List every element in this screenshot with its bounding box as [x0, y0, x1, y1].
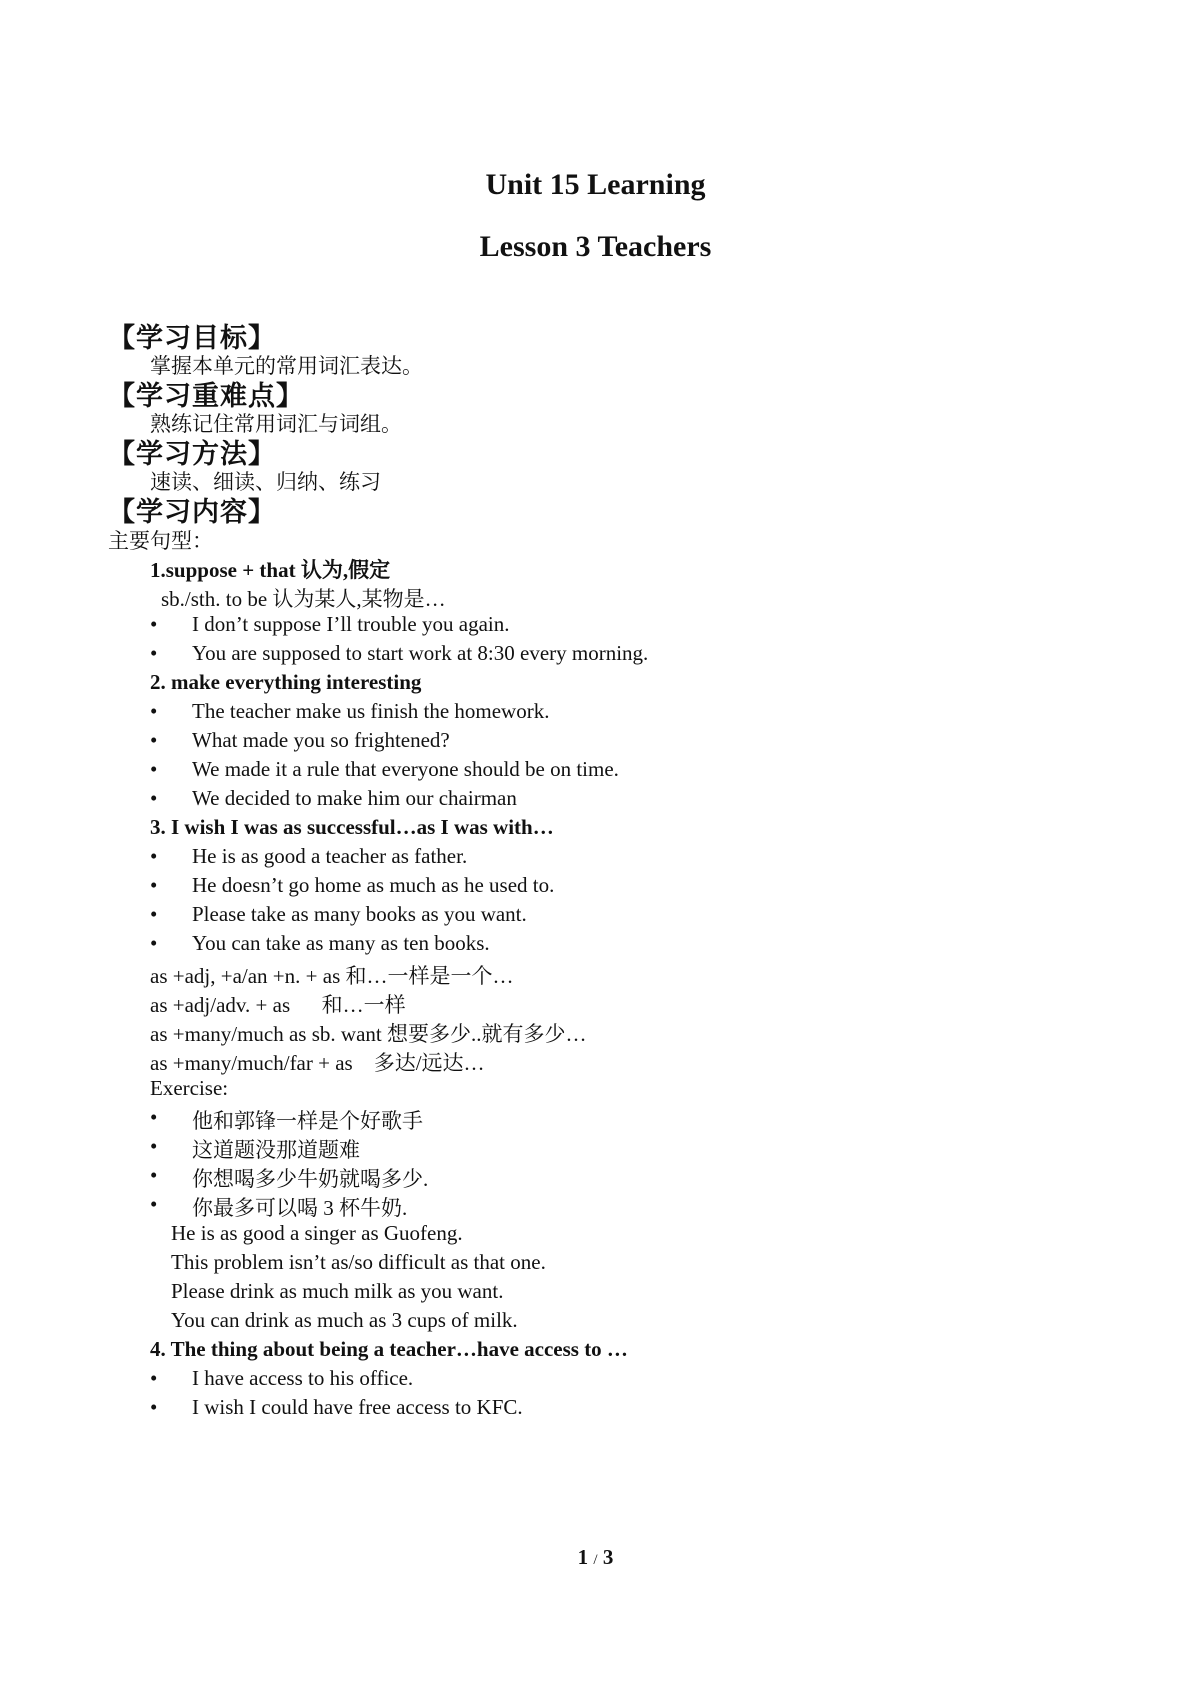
section-text-goals: 掌握本单元的常用词汇表达。 — [150, 354, 423, 378]
page-current: 1 — [577, 1545, 589, 1569]
bullet-dot: • — [150, 873, 158, 897]
bullet-dot: • — [150, 844, 158, 868]
list-item: I have access to his office. — [192, 1366, 414, 1390]
list-item: Please take as many books as you want. — [192, 902, 527, 926]
section-heading-key-points: 【学习重难点】 — [108, 381, 304, 412]
point-2-title: 2. make everything interesting — [150, 670, 422, 694]
section-heading-goals: 【学习目标】 — [108, 323, 276, 354]
bullet-dot: • — [150, 931, 158, 955]
bullet-dot: • — [150, 612, 158, 636]
list-item: The teacher make us finish the homework. — [192, 699, 550, 723]
section-text-key-points: 熟练记住常用词汇与词组。 — [150, 412, 402, 436]
exercise-item: 你想喝多少牛奶就喝多少. — [192, 1167, 429, 1191]
point-1-sub: sb./sth. to be 认为某人,某物是… — [161, 587, 446, 611]
bullet-dot: • — [150, 699, 158, 723]
exercise-answer: He is as good a singer as Guofeng. — [171, 1221, 463, 1245]
point-4-title: 4. The thing about being a teacher…have access to … — [150, 1337, 628, 1361]
page-separator: / — [593, 1552, 598, 1568]
list-item: I wish I could have free access to KFC. — [192, 1395, 523, 1419]
list-item: I don’t suppose I’ll trouble you again. — [192, 612, 510, 636]
bullet-dot: • — [150, 1366, 158, 1390]
bullet-dot: • — [150, 1134, 158, 1158]
bullet-dot: • — [150, 1395, 158, 1419]
list-item: We made it a rule that everyone should be on time. — [192, 757, 619, 781]
grammar-note: as +many/much/far + as 多达/远达… — [150, 1051, 485, 1075]
exercise-item: 你最多可以喝 3 杯牛奶. — [192, 1196, 408, 1220]
bullet-dot: • — [150, 757, 158, 781]
list-item: We decided to make him our chairman — [192, 786, 517, 810]
page-number — [0, 1545, 1191, 1570]
content-intro: 主要句型： — [108, 529, 213, 553]
bullet-dot: • — [150, 1105, 158, 1129]
section-text-method: 速读、细读、归纳、练习 — [150, 470, 381, 494]
exercise-item: 这道题没那道题难 — [192, 1138, 360, 1162]
bullet-dot: • — [150, 1163, 158, 1187]
exercise-item: 他和郭锋一样是个好歌手 — [192, 1109, 423, 1133]
bullet-dot: • — [150, 641, 158, 665]
document-title: Unit 15 Learning — [485, 168, 706, 201]
grammar-note: as +adj, +a/an +n. + as 和…一样是一个… — [150, 964, 514, 988]
section-heading-method: 【学习方法】 — [108, 439, 276, 470]
exercise-answer: Please drink as much milk as you want. — [171, 1279, 504, 1303]
lesson-subtitle: Lesson 3 Teachers — [479, 230, 712, 263]
exercise-label: Exercise: — [150, 1076, 229, 1100]
list-item: You can take as many as ten books. — [192, 931, 490, 955]
page-total: 3 — [602, 1545, 614, 1569]
section-heading-content: 【学习内容】 — [108, 497, 276, 528]
bullet-dot: • — [150, 786, 158, 810]
bullet-dot: • — [150, 1192, 158, 1216]
point-1-title: 1.suppose + that 认为,假定 — [150, 558, 391, 582]
grammar-note: as +adj/adv. + as 和…一样 — [150, 993, 406, 1017]
list-item: You are supposed to start work at 8:30 every morning. — [192, 641, 649, 665]
list-item: He is as good a teacher as father. — [192, 844, 468, 868]
grammar-note: as +many/much as sb. want 想要多少..就有多少… — [150, 1022, 587, 1046]
list-item: He doesn’t go home as much as he used to. — [192, 873, 555, 897]
bullet-dot: • — [150, 902, 158, 926]
point-3-title: 3. I wish I was as successful…as I was with… — [150, 815, 554, 839]
exercise-answer: You can drink as much as 3 cups of milk. — [171, 1308, 518, 1332]
list-item: What made you so frightened? — [192, 728, 450, 752]
exercise-answer: This problem isn’t as/so difficult as that one. — [171, 1250, 546, 1274]
bullet-dot: • — [150, 728, 158, 752]
